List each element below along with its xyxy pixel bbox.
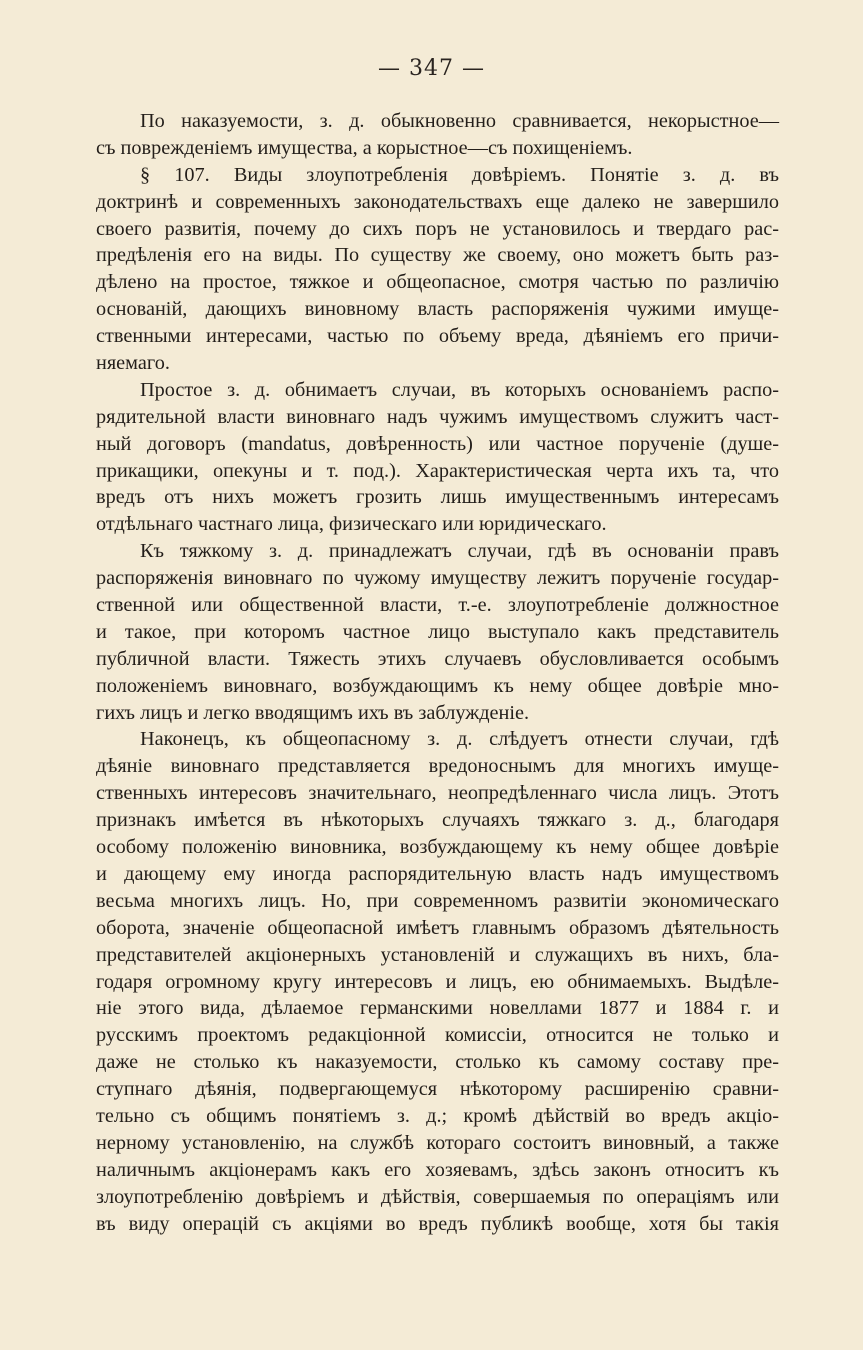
text-line: гихъ лицъ и легко вводящимъ ихъ въ заблужденіе. — [96, 701, 530, 724]
body-text — [96, 108, 779, 1237]
text-line: своего развитія, почему до сихъ поръ не установилось и твердаго рас- — [96, 217, 779, 240]
text-line: даже не столько къ наказуемости, столько къ самому составу пре- — [96, 1051, 779, 1074]
text-line: особому положенію виновника, возбуждающему къ нему общее довѣріе — [96, 836, 779, 859]
text-line: вредъ отъ нихъ можетъ грозить лишь имущественнымъ интересамъ — [96, 486, 779, 509]
text-line: ный договоръ (mandatus, довѣренность) или частное порученіе (душе- — [96, 432, 779, 455]
text-line: ственными интересами, частью по объему вреда, дѣяніемъ его причи- — [96, 325, 779, 348]
text-line: весьма многихъ лицъ. Но, при современномъ развитіи экономическаго — [96, 889, 779, 912]
text-line: предѣленія его на виды. По существу же своему, оно можетъ быть раз- — [96, 244, 779, 267]
text-line: § 107. Виды злоупотребленія довѣріемъ. Понятіе з. д. въ — [140, 163, 779, 186]
text-line: годаря огромному кругу интересовъ и лицъ, ею обнимаемыхъ. Выдѣле- — [96, 970, 779, 993]
text-line: русскимъ проектомъ редакціонной комиссіи, относится не только и — [96, 1024, 779, 1047]
text-line: ственной или общественной власти, т.-е. злоупотребленіе должностное — [96, 594, 779, 617]
text-line: доктринѣ и современныхъ законодательствахъ еще далеко не завершило — [96, 190, 779, 213]
text-line: тельно съ общимъ понятіемъ з. д.; кромѣ дѣйствій во вредъ акціо- — [96, 1104, 779, 1127]
text-line: Наконецъ, къ общеопасному з. д. слѣдуетъ отнести случаи, гдѣ — [140, 728, 779, 751]
text-line: оборота, значеніе общеопасной имѣетъ главнымъ образомъ дѣятельность — [96, 916, 779, 939]
text-line: съ поврежденіемъ имущества, а корыстное—съ похищеніемъ. — [96, 136, 633, 159]
text-line: ступнаго дѣянія, подвергающемуся нѣкоторому расширенію сравни- — [96, 1078, 779, 1101]
text-line: отдѣльнаго частнаго лица, физическаго или юридическаго. — [96, 513, 607, 536]
text-line: дѣяніе виновнаго представляется вредоноснымъ для многихъ имуще- — [96, 755, 779, 778]
text-line: основаній, дающихъ виновному власть распоряженія чужими имуще- — [96, 298, 779, 321]
text-line: наличнымъ акціонерамъ какъ его хозяевамъ, здѣсь законъ относитъ къ — [96, 1158, 779, 1181]
text-line: дѣлено на простое, тяжкое и общеопасное, смотря частью по различію — [96, 271, 779, 294]
text-line: рядительной власти виновнаго надъ чужимъ имуществомъ служитъ част- — [96, 405, 779, 428]
text-line: признакъ имѣется въ нѣкоторыхъ случаяхъ тяжкаго з. д., благодаря — [96, 809, 779, 832]
text-line: представителей акціонерныхъ установленій и служащихъ въ нихъ, бла- — [96, 943, 779, 966]
page-number: — 347 — — [378, 56, 485, 81]
text-line: По наказуемости, з. д. обыкновенно сравнивается, некорыстное— — [140, 110, 779, 132]
text-line: Къ тяжкому з. д. принадлежатъ случаи, гдѣ въ основаніи правъ — [140, 540, 779, 563]
text-line: распоряженія виновнаго по чужому имуществу лежитъ порученіе государ- — [96, 567, 779, 590]
text-line: положеніемъ виновнаго, возбуждающимъ къ нему общее довѣріе мно- — [96, 674, 779, 697]
text-line: прикащики, опекуны и т. под.). Характеристическая черта ихъ та, что — [96, 459, 779, 482]
text-line: и такое, при которомъ частное лицо выступало какъ представитель — [96, 620, 779, 643]
text-line: ственныхъ интересовъ значительнаго, неопредѣленнаго числа лицъ. Этотъ — [96, 782, 779, 805]
text-line: въ виду операцій съ акціями во вредъ публикѣ вообще, хотя бы такія — [96, 1212, 779, 1235]
text-line: ніе этого вида, дѣлаемое германскими новеллами 1877 и 1884 г. и — [96, 997, 779, 1020]
text-line: публичной власти. Тяжесть этихъ случаевъ обусловливается особымъ — [96, 647, 779, 670]
text-line: няемаго. — [96, 352, 170, 375]
text-line: и дающему ему иногда распорядительную власть надъ имуществомъ — [96, 862, 779, 885]
text-line: злоупотребленію довѣріемъ и дѣйствія, совершаемыя по операціямъ или — [96, 1185, 779, 1208]
text-line: Простое з. д. обнимаетъ случаи, въ которыхъ основаніемъ распо- — [140, 378, 779, 401]
text-line: нерному установленію, на службѣ котораго состоитъ виновный, а также — [96, 1131, 779, 1154]
